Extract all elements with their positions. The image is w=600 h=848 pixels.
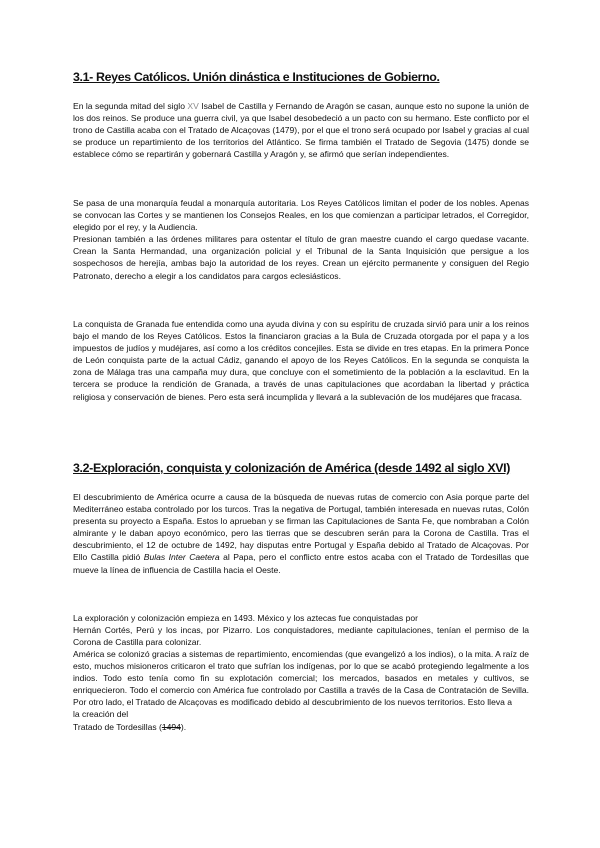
s1p2-line-2: Presionan también a las órdenes militares para ostentar el título de gran maestre cuando el cargo quedase vacante. Crean la Santa Hermandad, una organización policial y el Tribunal de la Santa Inquisición que persigue a los sospechosos de herejía, ambas bajo la autoridad de los reyes. Crean un ejército permanente y consiguen del Regio Patronato, derecho a elegir a los candidatos para cargos eclesiásticos.: [73, 234, 529, 281]
section-2-paragraph-1: [73, 491, 529, 576]
s2p2-line-2: Hernán Cortés, Perú y los incas, por Pizarro. Los conquistadores, mediante capitulaciones, tenían el permiso de la Corona de Castilla para colonizar.: [73, 625, 529, 648]
bulas-inter-caetera: Bulas Inter Caetera: [143, 552, 220, 563]
section-1-heading: 3.1- Reyes Católicos. Unión dinástica e Instituciones de Gobierno.: [73, 70, 440, 84]
section-1-paragraph-2: [73, 197, 529, 282]
tordesillas-pre: Tratado de Tordesillas (: [73, 721, 162, 732]
s2p3-tail: la creación del: [73, 709, 129, 720]
struck-year: 1494: [161, 721, 181, 732]
s1p1-post: Isabel de Castilla y Fernando de Aragón se casan, aunque esto no supone la unión de los dos reinos. Se produce una guerra civil, ya que Isabel desobedeció a un pacto con su hermano. Este conflicto por el trono de Castilla acaba con el Tratado de Alcaçovas (1479), por el que el trono será ocupado por Isabel y gracias al cual se produce un repartimiento de los territorios del Atlántico. Se firma también el Tratado de Segovia (1475) donde se establece cómo se repartirán y gobernará Castilla y Aragón y, se afirmó que serían independientes.: [73, 101, 530, 160]
section-2-paragraph-3: [73, 648, 529, 733]
century-xv: XV: [187, 101, 199, 111]
s2p1-pre: El descubrimiento de América ocurre a causa de la búsqueda de nuevas rutas de comercio con Asia porque parte del Mediterráneo estaba controlado por los turcos. Tras la negativa de Portugal, también interesada en nuevas rutas, Colón presenta su proyecto a España. Estos lo aprueban y se firman las Capitulaciones de Santa Fe, que nombraban a Colón almirante y le daban apoyo económico, pero las tierras que se descubren serán para la Corona de Castilla. Tras el descubrimiento, el 12 de octubre de 1492, hay disputas entre Portugal y España debido al Tratado de Alcaçovas. Por Ello Castilla pidió: [73, 492, 529, 563]
section-2-paragraph-2: [73, 612, 529, 648]
section-2-heading: 3.2-Exploración, conquista y colonización de América (desde 1492 al siglo XVI): [73, 461, 511, 475]
tordesillas-line: [73, 721, 529, 733]
section-1-paragraph-1: [73, 100, 529, 160]
s1p2-line-1: Se pasa de una monarquía feudal a monarquía autoritaria. Los Reyes Católicos limitan el poder de los nobles. Apenas se convocan las Cortes y se mantienen los Consejos Reales, en los que comienzan a participar letrados, el Corregidor, elegido por el rey, y la Audiencia.: [73, 198, 529, 233]
s2p1-post: al Papa, pero el conflicto entre estos acaba con el Tratado de Tordesillas que mueve la línea de influencia de Castilla hacia el Oeste.: [73, 552, 529, 575]
s2p3-body: América se colonizó gracias a sistemas de repartimiento, encomiendas (que evangelizó a los indios), o la mita. A raíz de esto, muchos misioneros criticaron el trato que sufrían los indígenas, por lo que se acabó protegiendo legalmente a los indios. Todo esto tenía como fin su explotación comercial; los mercados, basados en metales y cultivos, se enriquecieron. Todo el comercio con América fue controlado por Castilla a través de la Casa de Contratación de Sevilla. Por otro lado, el Tratado de Alcaçovas es modificado debido al descubrimiento de los nuevos territorios. Esto lleva a: [73, 649, 529, 708]
s2p2-line-1: La exploración y colonización empieza en 1493. México y los aztecas fue conquistadas por: [73, 613, 418, 623]
section-1-paragraph-3: La conquista de Granada fue entendida como una ayuda divina y con su espíritu de cruzada sirvió para unir a los reinos bajo el mando de los Reyes Católicos. Estos la financiaron gracias a la Bula de Cruzada otorgada por el papa y a los impuestos de judíos y mudéjares, así como a los créditos concejiles. Esta se divide en tres etapas. En la primera Ponce de León conquista parte de la actual Cádiz, ganando el apoyo de los Reyes Católicos. En la segunda se conquista la zona de Málaga tras una campaña muy dura, que concluye con el sometimiento de la población a la esclavitud. En la tercera se produce la rendición de Granada, a través de unas capitulaciones que acordaban la libertad y práctica religiosa y conservación de bienes. Pero esta será incumplida y llevará a la sublevación de los mudéjares que fracasa.: [73, 319, 529, 402]
s1p1-pre: En la segunda mitad del siglo: [73, 101, 188, 111]
tordesillas-post: ).: [180, 721, 187, 732]
